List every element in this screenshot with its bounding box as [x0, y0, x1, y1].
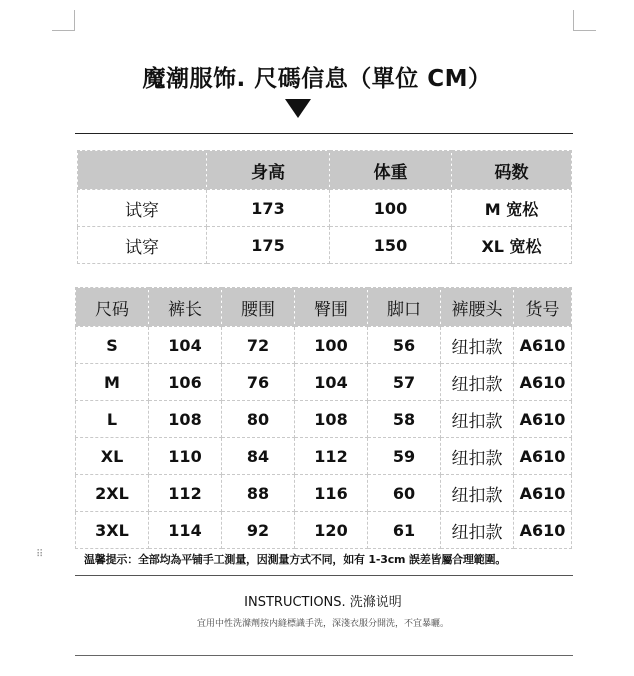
table-cell: A610 — [514, 327, 572, 364]
table-cell: 61 — [368, 512, 441, 549]
table-cell: 104 — [295, 364, 368, 401]
table-cell: 108 — [149, 401, 222, 438]
table-row — [76, 475, 572, 512]
table-cell: 108 — [295, 401, 368, 438]
table-cell: 纽扣款 — [441, 327, 514, 364]
table-row — [78, 227, 572, 264]
tryon-header-row — [78, 151, 572, 190]
size-header-hip: 臀围 — [295, 288, 368, 327]
crop-mark-top-right — [573, 10, 596, 31]
size-header-size: 尺码 — [76, 288, 149, 327]
instructions-title: INSTRUCTIONS. 洗滌说明 — [244, 595, 402, 610]
table-cell: XL — [76, 438, 149, 475]
table-cell: 116 — [295, 475, 368, 512]
drag-handle-icon[interactable]: ⠿ — [36, 549, 45, 560]
table-cell: L — [76, 401, 149, 438]
table-cell: 104 — [149, 327, 222, 364]
table-cell: 100 — [330, 190, 452, 227]
table-cell: 114 — [149, 512, 222, 549]
table-cell: 92 — [222, 512, 295, 549]
table-cell: 58 — [368, 401, 441, 438]
table-cell: 106 — [149, 364, 222, 401]
table-cell: 纽扣款 — [441, 512, 514, 549]
size-header-length: 裤长 — [149, 288, 222, 327]
table-row — [76, 438, 572, 475]
tryon-header-height: 身高 — [207, 151, 330, 190]
table-cell: A610 — [514, 438, 572, 475]
size-header-waist: 腰围 — [222, 288, 295, 327]
table-cell: 纽扣款 — [441, 475, 514, 512]
table-cell: 173 — [207, 190, 330, 227]
measurement-tip: 温馨提示：全部均為平铺手工測量，因測量方式不同，如有 1-3cm 誤差皆屬合理範圍。 — [84, 553, 507, 566]
tryon-header-blank — [78, 151, 207, 190]
size-table — [75, 287, 572, 549]
table-cell: 84 — [222, 438, 295, 475]
table-cell: 76 — [222, 364, 295, 401]
divider-bottom — [75, 655, 573, 656]
table-cell: 59 — [368, 438, 441, 475]
table-cell: 60 — [368, 475, 441, 512]
table-cell: 试穿 — [78, 227, 207, 264]
table-cell: 72 — [222, 327, 295, 364]
table-cell: 纽扣款 — [441, 401, 514, 438]
table-cell: 2XL — [76, 475, 149, 512]
table-cell: M 宽松 — [452, 190, 572, 227]
table-row — [76, 364, 572, 401]
table-cell: M — [76, 364, 149, 401]
table-cell: 150 — [330, 227, 452, 264]
size-header-hem: 脚口 — [368, 288, 441, 327]
divider-top — [75, 133, 573, 134]
table-row — [78, 190, 572, 227]
table-cell: 57 — [368, 364, 441, 401]
tryon-header-size: 码数 — [452, 151, 572, 190]
tryon-table — [77, 150, 572, 264]
table-cell: 120 — [295, 512, 368, 549]
table-cell: 112 — [149, 475, 222, 512]
table-row — [76, 327, 572, 364]
table-cell: 175 — [207, 227, 330, 264]
page-title: 魔潮服饰. 尺碼信息（單位 CM） — [142, 66, 492, 92]
table-cell: S — [76, 327, 149, 364]
table-cell: 3XL — [76, 512, 149, 549]
table-cell: 纽扣款 — [441, 364, 514, 401]
table-cell: A610 — [514, 475, 572, 512]
table-cell: 纽扣款 — [441, 438, 514, 475]
table-cell: XL 宽松 — [452, 227, 572, 264]
down-arrow-icon — [285, 99, 311, 118]
table-cell: 88 — [222, 475, 295, 512]
size-header-waistband: 裤腰头 — [441, 288, 514, 327]
table-cell: A610 — [514, 512, 572, 549]
size-header-item-no: 货号 — [514, 288, 572, 327]
size-header-row — [76, 288, 572, 327]
table-cell: 112 — [295, 438, 368, 475]
table-row — [76, 401, 572, 438]
table-cell: 100 — [295, 327, 368, 364]
divider-middle — [75, 575, 573, 576]
instructions-text: 宜用中性洗滌劑按内縫標識手洗，深淺衣服分開洗，不宜暴曬。 — [196, 619, 449, 629]
table-cell: 110 — [149, 438, 222, 475]
table-cell: 56 — [368, 327, 441, 364]
table-row — [76, 512, 572, 549]
tryon-header-weight: 体重 — [330, 151, 452, 190]
crop-mark-top-left — [52, 10, 75, 31]
table-cell: 80 — [222, 401, 295, 438]
table-cell: 试穿 — [78, 190, 207, 227]
table-cell: A610 — [514, 401, 572, 438]
table-cell: A610 — [514, 364, 572, 401]
